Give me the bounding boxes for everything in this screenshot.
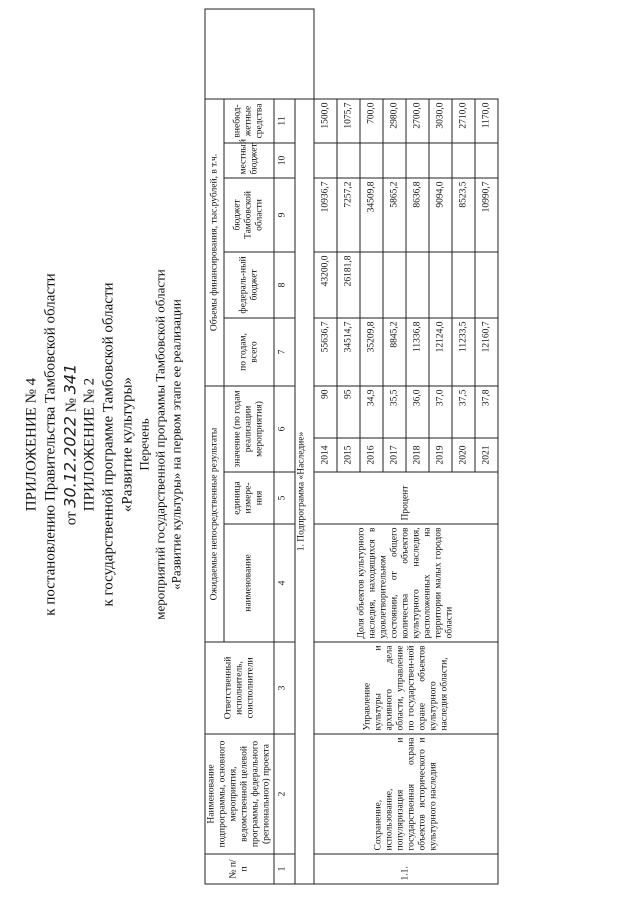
funding-federal bbox=[429, 252, 452, 318]
funding-offbudget: 1075,7 bbox=[337, 99, 360, 143]
header-res-value: значение (по годам реализации мероприятия) bbox=[224, 386, 274, 472]
funding-regional: 8523,5 bbox=[452, 178, 475, 252]
year-cell: 2016 bbox=[360, 438, 383, 472]
year-cell: 2015 bbox=[337, 438, 360, 472]
header-f-offbudget: внебюд-жетные средства bbox=[224, 99, 274, 143]
funding-offbudget: 2710,0 bbox=[452, 99, 475, 143]
funding-regional: 9094,0 bbox=[429, 178, 452, 252]
funding-local bbox=[383, 143, 406, 178]
col-number: 6 bbox=[274, 386, 295, 472]
col-number: 2 bbox=[274, 734, 295, 854]
col-number: 5 bbox=[274, 472, 295, 524]
funding-federal bbox=[452, 252, 475, 318]
indicator-value: 90 bbox=[314, 386, 337, 438]
appendix-4-date-line bbox=[61, 5, 82, 885]
year-cell: 2017 bbox=[383, 438, 406, 472]
appendix-2-header bbox=[81, 5, 138, 885]
funding-regional: 34509,8 bbox=[360, 178, 383, 252]
indicator-unit: Процент bbox=[314, 472, 498, 524]
header-results: Ожидаемые непосредственные результаты bbox=[205, 386, 224, 642]
funding-total: 35209,8 bbox=[360, 318, 383, 386]
indicator-value: 37,5 bbox=[452, 386, 475, 438]
funding-total: 34514,7 bbox=[337, 318, 360, 386]
funding-total: 11336,8 bbox=[406, 318, 429, 386]
indicator-value: 34,9 bbox=[360, 386, 383, 438]
year-row bbox=[314, 9, 337, 884]
empty-side-column bbox=[205, 9, 314, 99]
year-cell: 2014 bbox=[314, 438, 337, 472]
header-row-1 bbox=[205, 9, 224, 884]
col-number: 3 bbox=[274, 642, 295, 734]
appendix-4-header bbox=[23, 5, 82, 885]
appendix-2-title: ПРИЛОЖЕНИЕ № 2 bbox=[81, 377, 98, 512]
row-number: 1.1. bbox=[314, 854, 498, 884]
header-res-name: наименование bbox=[224, 524, 274, 642]
funding-local bbox=[452, 143, 475, 178]
funding-offbudget: 2980,0 bbox=[383, 99, 406, 143]
measures-table bbox=[205, 8, 499, 884]
funding-regional: 7257,2 bbox=[337, 178, 360, 252]
funding-federal bbox=[475, 252, 498, 318]
funding-regional: 10936,7 bbox=[314, 178, 337, 252]
header-f-total: по годам, всего bbox=[224, 318, 274, 386]
funding-total: 11233,5 bbox=[452, 318, 475, 386]
col-number: 7 bbox=[274, 318, 295, 386]
funding-federal bbox=[360, 252, 383, 318]
col-number: 8 bbox=[274, 252, 295, 318]
year-cell: 2019 bbox=[429, 438, 452, 472]
col-number: 11 bbox=[274, 99, 295, 143]
appendix-2-line2: «Развитие культуры» bbox=[119, 376, 136, 513]
header-num: № п/п bbox=[205, 854, 274, 884]
funding-offbudget: 1170,0 bbox=[475, 99, 498, 143]
list-subtitle-2: «Развитие культуры» на первом этапе ее реализации bbox=[168, 299, 184, 590]
subprogram-row bbox=[295, 9, 314, 884]
handwritten-number: 341 bbox=[60, 363, 80, 395]
column-numbers-row bbox=[274, 9, 295, 884]
funding-regional: 8636,8 bbox=[406, 178, 429, 252]
funding-regional: 10990,7 bbox=[475, 178, 498, 252]
col-number: 4 bbox=[274, 524, 295, 642]
funding-total: 12124,0 bbox=[429, 318, 452, 386]
year-cell: 2020 bbox=[452, 438, 475, 472]
appendix-2-line1: к государственной программе Тамбовской области bbox=[100, 282, 117, 607]
list-title-block bbox=[137, 5, 185, 885]
header-funding: Объемы финансирования, тыс.рублей, в т.ч. bbox=[205, 99, 224, 386]
funding-offbudget: 2700,0 bbox=[406, 99, 429, 143]
indicator-value: 95 bbox=[337, 386, 360, 438]
funding-regional: 5865,2 bbox=[383, 178, 406, 252]
funding-local bbox=[406, 143, 429, 178]
responsible-executor: Управление культуры и архивного дела области, управление по государствен-ной охране объектов культурного наследия области, bbox=[314, 642, 498, 734]
ot-label: от bbox=[63, 511, 80, 526]
header-responsible: Ответственный исполнитель, соисполнители bbox=[205, 642, 274, 734]
list-title: Перечень bbox=[136, 418, 152, 471]
indicator-value: 37,0 bbox=[429, 386, 452, 438]
appendix-4-title: ПРИЛОЖЕНИЕ № 4 bbox=[23, 377, 40, 512]
appendix-4-line1: к постановлению Правительства Тамбовской области bbox=[42, 273, 59, 616]
funding-local bbox=[475, 143, 498, 178]
col-number: 1 bbox=[274, 854, 295, 884]
indicator-value: 35,5 bbox=[383, 386, 406, 438]
funding-federal: 43200,0 bbox=[314, 252, 337, 318]
funding-offbudget: 3030,0 bbox=[429, 99, 452, 143]
header-name: Наименование подпрограммы, основного мероприятия, ведомственной целевой программы, федерального (регионального) проекта bbox=[205, 734, 274, 854]
number-sign: № bbox=[63, 398, 80, 413]
funding-federal bbox=[383, 252, 406, 318]
col-number: 9 bbox=[274, 178, 295, 252]
indicator-value: 36,0 bbox=[406, 386, 429, 438]
funding-federal bbox=[406, 252, 429, 318]
indicator-value: 37,8 bbox=[475, 386, 498, 438]
funding-federal: 26181,8 bbox=[337, 252, 360, 318]
header-f-regional: бюджет Тамбовской области bbox=[224, 178, 274, 252]
funding-offbudget: 1500,0 bbox=[314, 99, 337, 143]
header-f-federal: федераль-ный бюджет bbox=[224, 252, 274, 318]
handwritten-date: 30.12.2022 bbox=[60, 416, 80, 508]
col-number: 10 bbox=[274, 143, 295, 178]
funding-total: 55636,7 bbox=[314, 318, 337, 386]
funding-local bbox=[337, 143, 360, 178]
header-res-unit: единица измере-ния bbox=[224, 472, 274, 524]
year-cell: 2021 bbox=[475, 438, 498, 472]
funding-local bbox=[360, 143, 383, 178]
header-f-local: местный бюджет bbox=[224, 143, 274, 178]
measure-name: Сохранение, использование, популяризация и государственная охрана объектов исторического и культурного наследия bbox=[314, 734, 498, 854]
funding-total: 12160,7 bbox=[475, 318, 498, 386]
funding-total: 8845,2 bbox=[383, 318, 406, 386]
funding-offbudget: 700,0 bbox=[360, 99, 383, 143]
indicator-name: Доля объектов культурного наследия, находящихся в удовлетворительном состоянии, от общего количества объектов культурного наследия, расположенных на территории малых городов области bbox=[314, 524, 498, 642]
subprogram-title: 1. Подпрограмма «Наследие» bbox=[295, 99, 314, 884]
list-subtitle-1: мероприятий государственной программы Тамбовской области bbox=[152, 269, 168, 620]
year-cell: 2018 bbox=[406, 438, 429, 472]
funding-local bbox=[314, 143, 337, 178]
rotated-page bbox=[1, 0, 640, 905]
funding-local bbox=[429, 143, 452, 178]
